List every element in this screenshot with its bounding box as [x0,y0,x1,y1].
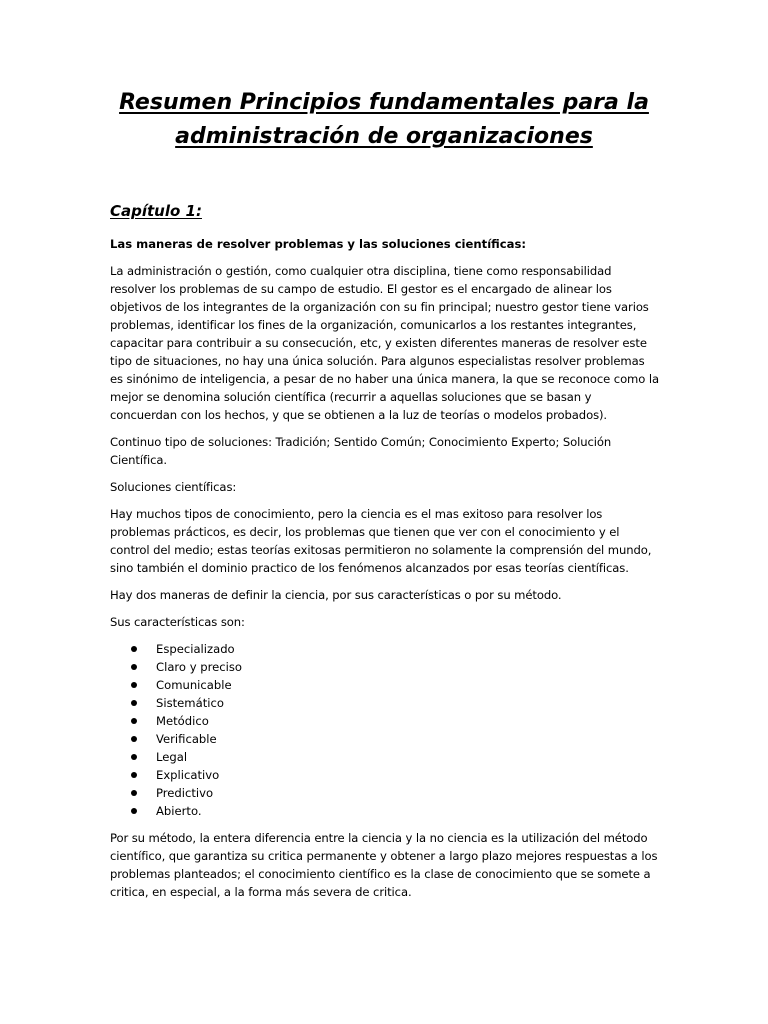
list-item [110,658,660,676]
list-item-label: Predictivo [156,786,214,800]
list-item-label: Claro y preciso [156,660,242,674]
list-item [110,676,660,694]
bullet-icon [131,754,137,760]
document-body [110,235,660,910]
list-item [110,712,660,730]
bullet-icon [131,808,137,814]
bullet-icon [131,790,137,796]
list-item [110,802,660,820]
list-item-label: Legal [156,750,188,764]
paragraph-method: Por su método, la entera diferencia entre la ciencia y la no ciencia es la utilización del método científico, que garantiza su critica permanente y obtener a largo plazo mejores respuestas a los problemas planteados; el conocimiento científico es la clase de conocimiento que se somete a critica, en especial, a la forma más severa de critica. [110,831,658,899]
list-item [110,694,660,712]
bullet-icon [131,664,137,670]
bullet-icon [131,736,137,742]
bullet-icon [131,682,137,688]
paragraph-characteristics-intro: Sus características son: [110,615,245,629]
title-line-1: Resumen Principios fundamentales para la [119,90,649,115]
bullet-icon [131,646,137,652]
list-item-label: Especializado [156,642,235,656]
bullet-icon [131,718,137,724]
list-item-label: Verificable [156,732,217,746]
list-item-label: Metódico [156,714,209,728]
section-heading-methods: Las maneras de resolver problemas y las soluciones científicas: [110,237,526,251]
paragraph-define-science: Hay dos maneras de definir la ciencia, por sus características o por su método. [110,588,562,602]
list-item [110,640,660,658]
bullet-icon [131,772,137,778]
list-item-label: Comunicable [156,678,232,692]
document-title [100,86,668,154]
list-item [110,784,660,802]
list-item [110,748,660,766]
title-line-2: administración de organizaciones [175,124,593,149]
list-item-label: Explicativo [156,768,220,782]
paragraph-solution-types: Continuo tipo de soluciones: Tradición; Sentido Común; Conocimiento Experto; Solución Científica. [110,435,612,467]
list-item-label: Abierto. [156,804,202,818]
section-heading-scientific-solutions: Soluciones científicas: [110,480,237,494]
paragraph-knowledge: Hay muchos tipos de conocimiento, pero la ciencia es el mas exitoso para resolver los problemas prácticos, es decir, los problemas que tienen que ver con el conocimiento y el control del medio; estas teorías exitosas permitieron no solamente la comprensión del mundo, sino también el dominio practico de los fenómenos alcanzados por esas teorías científicas. [110,507,652,575]
characteristics-list [110,640,660,820]
list-item [110,766,660,784]
chapter-heading: Capítulo 1: [110,202,202,220]
paragraph-administration: La administración o gestión, como cualquier otra disciplina, tiene como responsabilidad resolver los problemas de su campo de estudio. El gestor es el encargado de alinear los objetivos de los integrantes de la organización con su fin principal; nuestro gestor tiene varios problemas, identificar los fines de la organización, comunicarlos a los restantes integrantes, capacitar para contribuir a su consecución, etc, y existen diferentes maneras de resolver este tipo de situaciones, no hay una única solución. Para algunos especialistas resolver problemas es sinónimo de inteligencia, a pesar de no haber una única manera, la que se reconoce como la mejor se denomina solución científica (recurrir a aquellas soluciones que se basan y concuerdan con los hechos, y que se obtienen a la luz de teorías o modelos probados). [110,264,659,422]
list-item-label: Sistemático [156,696,224,710]
list-item [110,730,660,748]
bullet-icon [131,700,137,706]
